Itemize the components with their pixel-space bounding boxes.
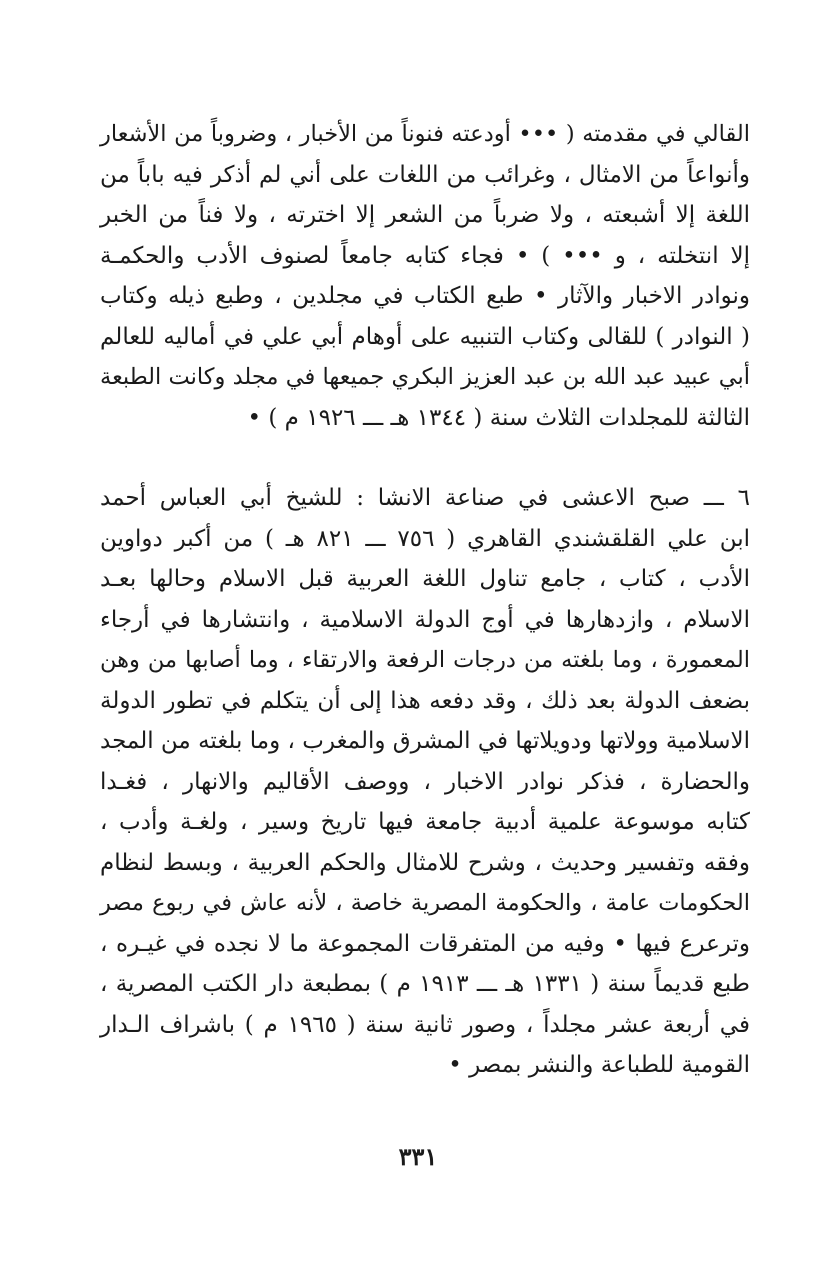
text-line: الحكومات عامة ، والحكومة المصرية خاصة ، لأنه عاش في ربوع مصر bbox=[100, 890, 750, 916]
text-line: ٦ ـــ صبح الاعشى في صناعة الانشا : للشيخ أبي العباس أحمد bbox=[100, 485, 750, 511]
text-line: إلا انتخلته ، و ••• ) • فجاء كتابه جامعاً لصنوف الأدب والحكمـة bbox=[100, 242, 750, 269]
text-line: في أربعة عشر مجلداً ، وصور ثانية سنة ( ١٩٦٥ م ) باشراف الـدار bbox=[100, 1011, 750, 1038]
text-line: ( النوادر ) للقالى وكتاب التنبيه على أوهام أبي علي في أماليه للعالم bbox=[100, 323, 750, 350]
page-number: ٣٣١ bbox=[398, 1142, 438, 1171]
text-line: وأنواعاً من الامثال ، وغرائب من اللغات على أني لم أذكر فيه باباً من bbox=[100, 161, 750, 188]
text-line: ونوادر الاخبار والآثار • طبع الكتاب في مجلدين ، وطبع ذيله وكتاب bbox=[100, 283, 750, 309]
text-line: وترعرع فيها • وفيه من المتفرقات المجموعة ما لا نجده في غيـره ، bbox=[100, 930, 750, 957]
text-line: طبع قديماً سنة ( ١٣٣١ هـ ـــ ١٩١٣ م ) بمطبعة دار الكتب المصرية ، bbox=[100, 971, 750, 997]
text-line: الاسلامية وولاتها ودويلاتها في المشرق والمغرب ، وما بلغته من المجد bbox=[100, 728, 750, 754]
text-line: اللغة إلا أشبعته ، ولا ضرباً من الشعر إلا اخترته ، ولا فناً من الخبر bbox=[100, 202, 750, 228]
paragraph-1 bbox=[100, 114, 750, 438]
text-line: القومية للطباعة والنشر بمصر • bbox=[448, 1052, 750, 1078]
text-line: الثالثة للمجلدات الثلاث سنة ( ١٣٤٤ هـ ـــ ١٩٢٦ م ) • bbox=[247, 404, 750, 431]
text-line: القالي في مقدمته ( ••• أودعته فنوناً من الأخبار ، وضروباً من الأشعار bbox=[100, 121, 750, 147]
text-line: بضعف الدولة بعد ذلك ، وقد دفعه هذا إلى أن يتكلم في تطور الدولة bbox=[100, 687, 750, 714]
text-line: كتابه موسوعة علمية أدبية جامعة فيها تاريخ وسير ، ولغـة وأدب ، bbox=[100, 809, 750, 835]
text-line: ابن علي القلقشندي القاهري ( ٧٥٦ ـــ ٨٢١ هـ ) من أكبر دواوين bbox=[100, 525, 751, 552]
text-line: الأدب ، كتاب ، جامع تناول اللغة العربية قبل الاسلام وحالها بعـد bbox=[100, 566, 750, 592]
paragraph-2 bbox=[100, 478, 750, 1086]
text-line: والحضارة ، فذكر نوادر الاخبار ، ووصف الأقاليم والانهار ، فغـدا bbox=[100, 768, 750, 795]
text-line: وفقه وتفسير وحديث ، وشرح للامثال والحكم العربية ، وبسط لنظام bbox=[100, 849, 750, 876]
text-line: الاسلام ، وازدهارها في أوج الدولة الاسلامية ، وانتشارها في أرجاء bbox=[100, 606, 750, 633]
text-line: أبي عبيد عبد الله بن عبد العزيز البكري جميعها في مجلد وكانت الطبعة bbox=[100, 364, 750, 390]
text-line: المعمورة ، وما بلغته من درجات الرفعة والارتقاء ، وما أصابها من وهن bbox=[100, 647, 750, 673]
